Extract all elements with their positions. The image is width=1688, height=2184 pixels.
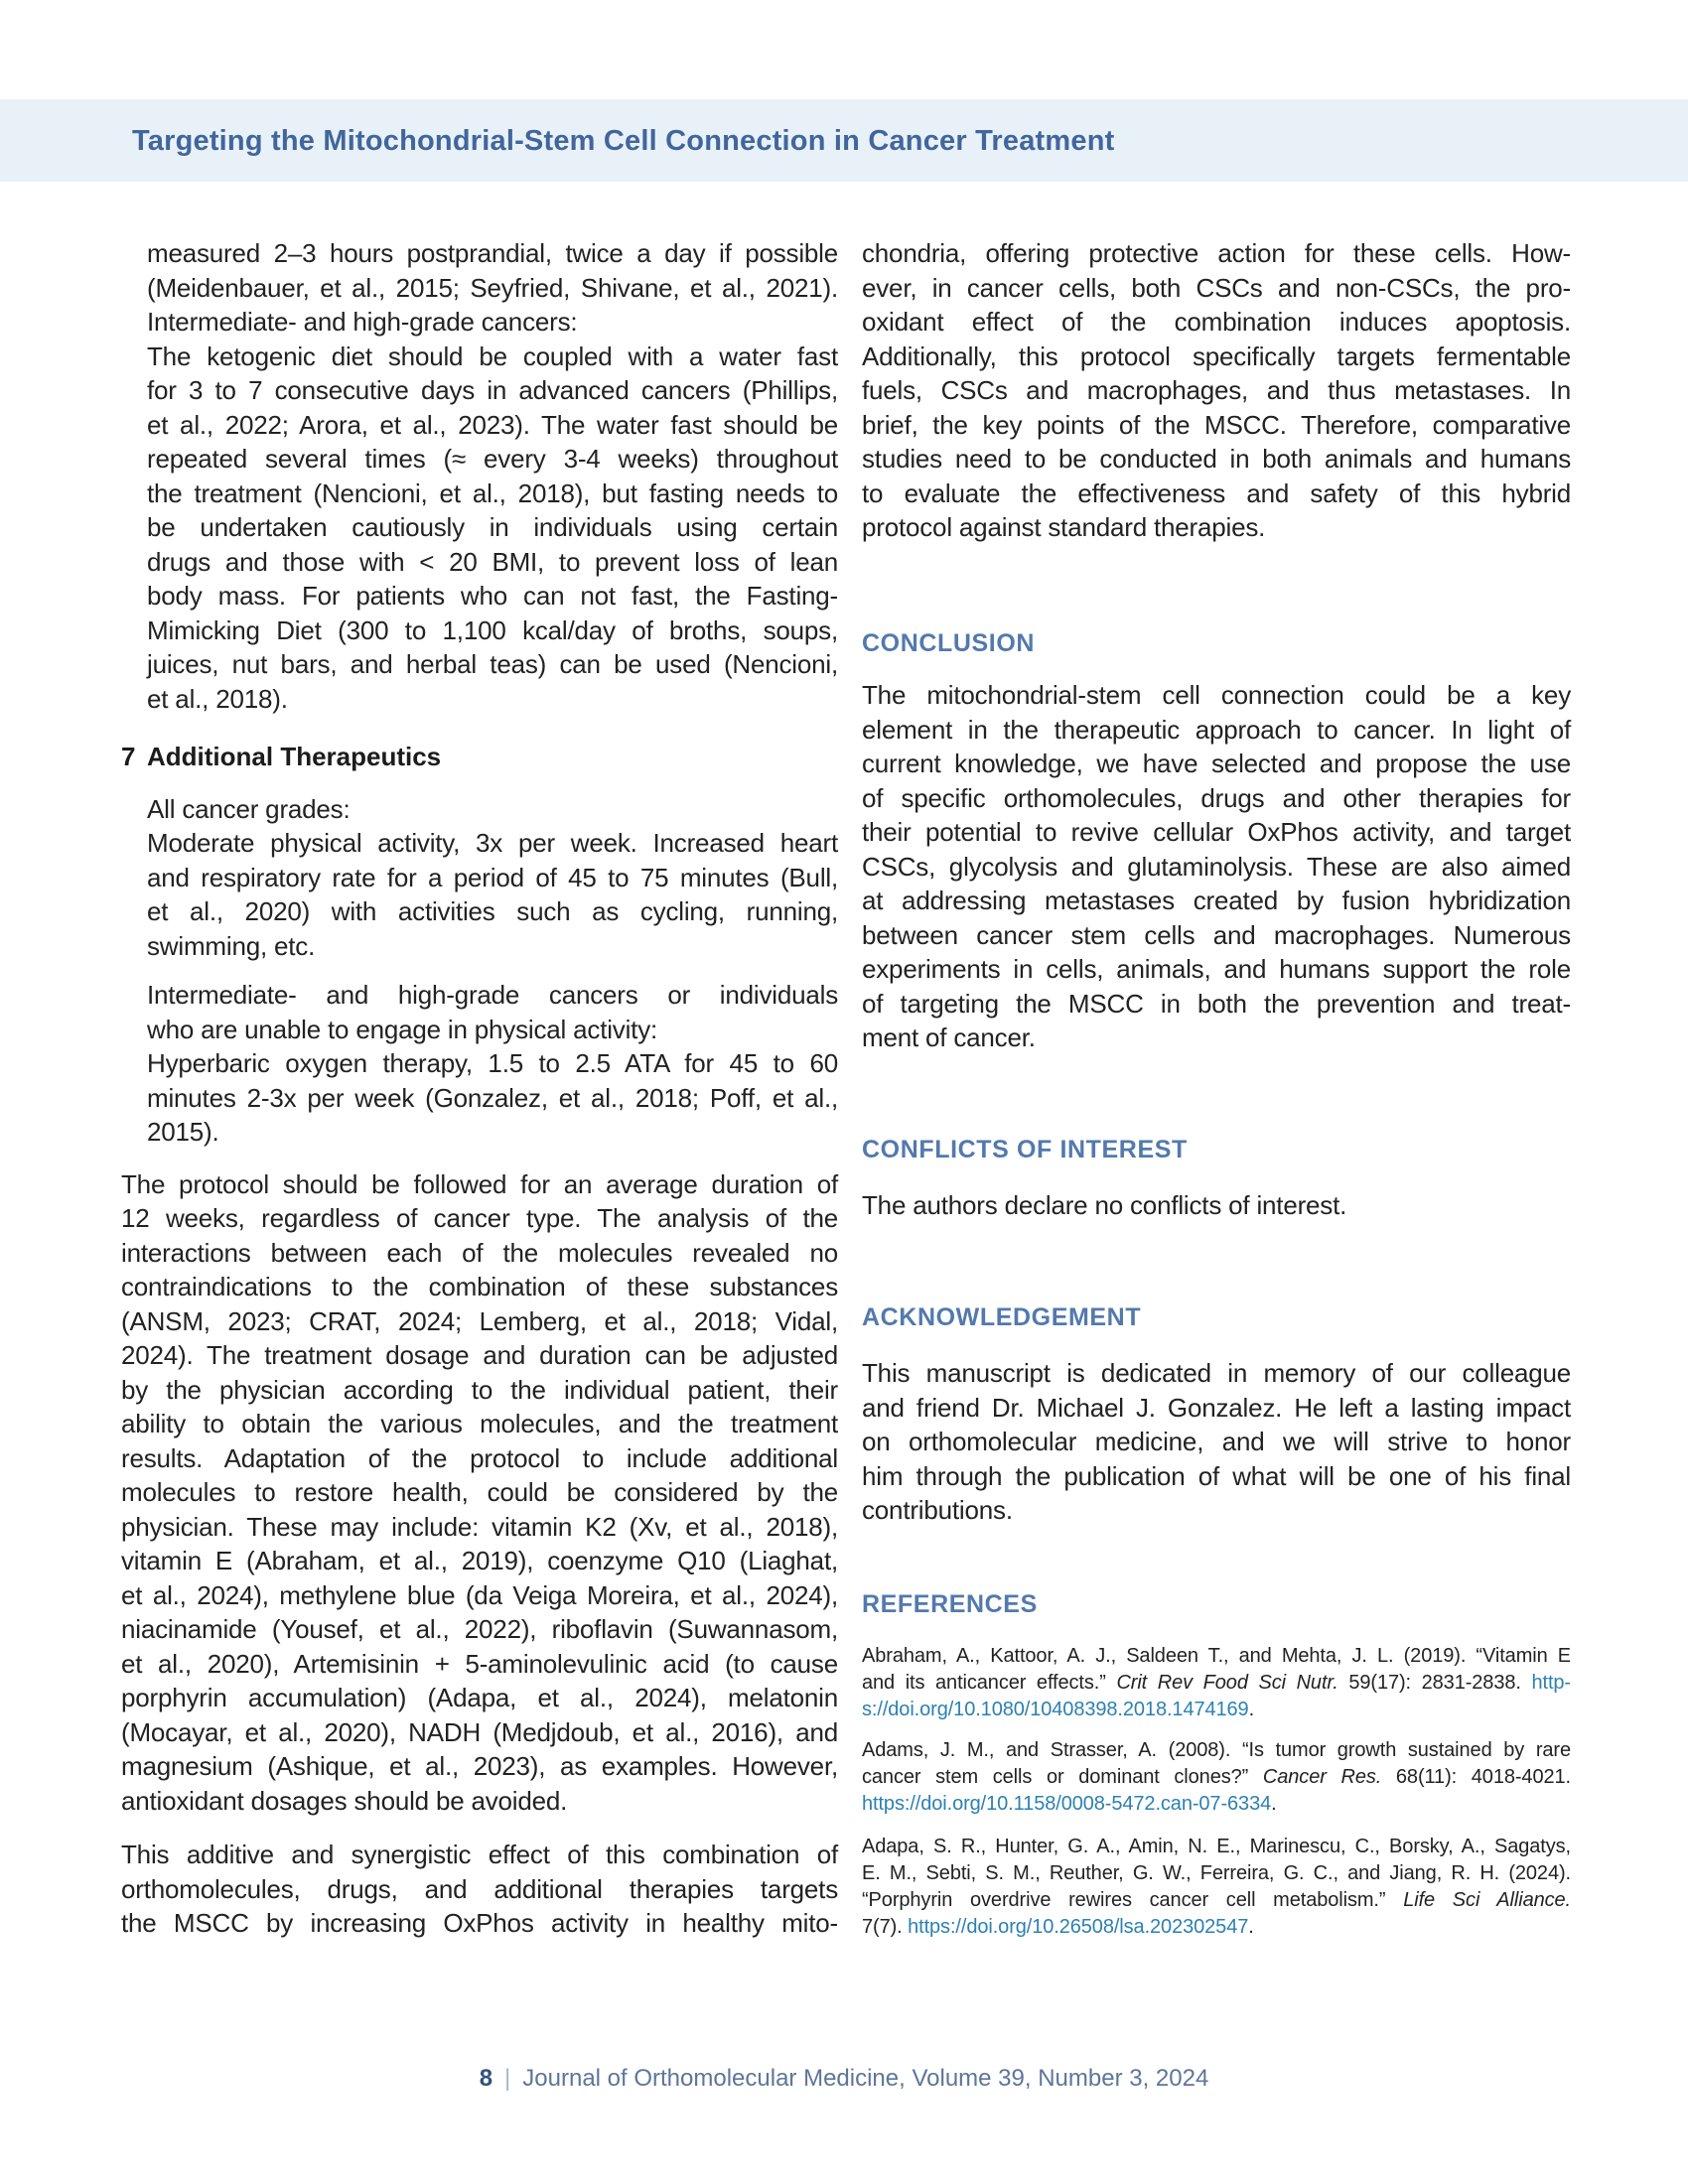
text-line <box>147 408 838 443</box>
text-segment: et al., 2020) with activities such as cycling, running, <box>147 896 838 926</box>
text-segment: The mitochondrial-stem cell connection could be a key <box>862 680 1571 710</box>
text-line <box>121 1167 838 1202</box>
text-line <box>862 1188 1571 1223</box>
text-segment: physician. These may include: vitamin K2 (Xv, et al., 2018), <box>121 1511 838 1542</box>
text-line <box>862 1643 1571 1670</box>
footer-divider: | <box>504 2065 511 2092</box>
text-line <box>862 1021 1571 1055</box>
text-line <box>147 861 838 895</box>
text-line <box>147 236 838 271</box>
text-line <box>862 987 1571 1022</box>
text-line <box>862 1697 1571 1723</box>
reference-entry <box>862 1834 1571 1941</box>
text-segment: This additive and synergistic effect of this combination of <box>121 1840 838 1869</box>
text-segment: the MSCC by increasing OxPhos activity in healthy mito- <box>121 1908 838 1938</box>
text-segment: be undertaken cautiously in individuals using certain <box>147 512 838 542</box>
text-line <box>862 1493 1571 1528</box>
text-line <box>147 442 838 477</box>
text-line <box>121 1236 838 1271</box>
text-segment: . <box>1248 1916 1254 1938</box>
text-line <box>862 1425 1571 1459</box>
left-column <box>121 236 838 1941</box>
paragraph <box>862 236 1571 545</box>
text-line <box>147 826 838 861</box>
text-line <box>862 781 1571 816</box>
text-line <box>147 545 838 580</box>
text-line <box>862 477 1571 511</box>
text-segment: The authors declare no conflicts of interest. <box>862 1190 1347 1220</box>
text-segment: 59(17): 2831-2838. <box>1337 1672 1532 1694</box>
journal-name-italic: Crit Rev Food Sci Nutr. <box>1116 1672 1338 1694</box>
text-segment: him through the publication of what will be one of his final <box>862 1460 1571 1491</box>
text-segment: . <box>1271 1793 1277 1815</box>
text-line <box>147 1046 838 1081</box>
text-segment: ability to obtain the various molecules, and the treatment <box>121 1409 838 1438</box>
text-segment: brief, the key points of the MSCC. Therefore, comparative <box>862 409 1571 440</box>
text-line <box>862 1887 1571 1914</box>
text-segment: “Porphyrin overdrive rewires cancer cell metabolism.” <box>862 1889 1404 1911</box>
doi-link[interactable]: http- <box>1531 1672 1571 1694</box>
text-segment: Adams, J. M., and Strasser, A. (2008). “Is tumor growth sustained by rare <box>862 1739 1571 1761</box>
text-segment: by the physician according to the individual patient, their <box>121 1374 838 1405</box>
text-line <box>862 747 1571 781</box>
text-segment: Abraham, A., Kattoor, A. J., Saldeen T., and Mehta, J. L. (2019). “Vitamin E <box>862 1645 1571 1667</box>
right-column <box>862 236 1571 1941</box>
text-segment: of targeting the MSCC in both the prevention and treat- <box>862 988 1571 1019</box>
section-heading: ACKNOWLEDGEMENT <box>862 1302 1142 1331</box>
text-segment: for 3 to 7 consecutive days in advanced cancers (Phillips, <box>147 375 838 405</box>
page-title: Targeting the Mitochondrial-Stem Cell Connection in Cancer Treatment <box>132 125 1115 157</box>
text-segment: minutes 2-3x per week (Gonzalez, et al., 2018; Poff, et al., <box>147 1082 838 1113</box>
text-line <box>862 1791 1571 1818</box>
text-line <box>147 271 838 306</box>
text-line <box>862 850 1571 885</box>
reference-entry <box>862 1643 1571 1723</box>
text-line <box>147 792 838 827</box>
text-segment: (Meidenbauer, et al., 2015; Seyfried, Shivane, et al., 2021). <box>147 272 838 303</box>
text-segment: interactions between each of the molecules revealed no <box>121 1237 838 1268</box>
text-segment: Moderate physical activity, 3x per week. Increased heart <box>147 828 838 858</box>
paragraph <box>121 978 838 1150</box>
text-segment: CSCs, glycolysis and glutaminolysis. These are also aimed <box>862 851 1571 882</box>
text-line <box>121 1647 838 1682</box>
text-line <box>147 647 838 682</box>
paragraph <box>121 1838 838 1941</box>
numbered-section-heading <box>121 740 838 774</box>
text-segment: (ANSM, 2023; CRAT, 2024; Lemberg, et al., 2018; Vidal, <box>121 1305 838 1336</box>
text-line <box>862 510 1571 545</box>
text-segment: . <box>1248 1699 1255 1720</box>
text-segment: 2015). <box>147 1117 219 1147</box>
text-line <box>147 579 838 614</box>
text-segment: and its anticancer effects.” <box>862 1672 1117 1694</box>
text-segment: on orthomolecular medicine, and we will strive to honor <box>862 1427 1571 1456</box>
text-segment: at addressing metastases created by fusion hybridization <box>862 886 1571 915</box>
text-line <box>862 1764 1571 1791</box>
text-segment: The ketogenic diet should be coupled with a water fast <box>147 341 838 371</box>
text-line <box>862 952 1571 987</box>
text-line <box>147 340 838 374</box>
text-segment: who are unable to engage in physical activity: <box>147 1014 658 1044</box>
footer <box>0 2063 1688 2095</box>
text-segment: current knowledge, we have selected and propose the use <box>862 749 1571 778</box>
text-segment: ment of cancer. <box>862 1023 1036 1052</box>
reference-entry <box>862 1737 1571 1818</box>
doi-link[interactable]: https://doi.org/10.1158/0008-5472.can-07-6334 <box>862 1793 1272 1815</box>
text-line <box>862 1834 1571 1860</box>
text-line <box>862 815 1571 850</box>
text-segment: et al., 2018). <box>147 683 288 714</box>
paragraph <box>121 792 838 964</box>
text-segment: orthomolecules, drugs, and additional therapies targets <box>121 1873 838 1904</box>
text-line <box>147 373 838 408</box>
text-segment: E. M., Sebti, S. M., Reuther, G. W., Ferreira, G. C., and Jiang, R. H. (2024). <box>862 1862 1571 1884</box>
text-segment: et al., 2022; Arora, et al., 2023). The water fast should be <box>147 409 838 440</box>
text-line <box>121 1407 838 1441</box>
text-line <box>862 918 1571 953</box>
text-segment: vitamin E (Abraham, et al., 2019), coenzyme Q10 (Liaghat, <box>121 1546 838 1575</box>
text-line <box>121 1578 838 1613</box>
page-number: 8 <box>479 2065 493 2092</box>
text-segment: magnesium (Ashique, et al., 2023), as examples. However, <box>121 1751 838 1781</box>
text-segment: and friend Dr. Michael J. Gonzalez. He left a lasting impact <box>862 1392 1571 1423</box>
text-line <box>121 1715 838 1750</box>
section-heading: CONFLICTS OF INTEREST <box>862 1135 1188 1163</box>
text-segment: porphyrin accumulation) (Adapa, et al., 2024), melatonin <box>121 1683 838 1712</box>
text-line <box>121 1441 838 1476</box>
text-line <box>862 271 1571 306</box>
text-segment: Additionally, this protocol specifically targets fermentable <box>862 341 1571 371</box>
text-segment: ever, in cancer cells, both CSCs and non-CSCs, the pro- <box>862 272 1571 303</box>
journal-name-italic: Cancer Res. <box>1262 1766 1382 1788</box>
text-line <box>147 1115 838 1150</box>
paragraph <box>862 1188 1571 1223</box>
text-line <box>121 1749 838 1784</box>
text-segment: molecules to restore health, could be considered by the <box>121 1477 838 1507</box>
text-segment: cancer stem cells or dominant clones?” <box>862 1766 1263 1788</box>
text-segment: This manuscript is dedicated in memory of our colleague <box>862 1358 1571 1388</box>
section-heading: REFERENCES <box>862 1589 1038 1618</box>
text-segment: results. Adaptation of the protocol to include additional <box>121 1442 838 1473</box>
text-line <box>862 1459 1571 1494</box>
text-segment: Intermediate- and high-grade cancers or individuals <box>147 980 838 1010</box>
text-line <box>862 884 1571 918</box>
section-title: Additional Therapeutics <box>147 742 442 771</box>
text-segment: protocol against standard therapies. <box>862 512 1266 542</box>
text-segment: Intermediate- and high-grade cancers: <box>147 307 578 337</box>
text-segment: measured 2–3 hours postprandial, twice a day if possible <box>147 238 838 268</box>
text-line <box>147 477 838 511</box>
journal-name-italic: Life Sci Alliance. <box>1403 1889 1571 1911</box>
text-line <box>121 1612 838 1647</box>
text-segment: repeated several times (≈ every 3-4 weeks) throughout <box>147 444 838 474</box>
section-number: 7 <box>121 742 136 771</box>
text-line <box>121 1304 838 1339</box>
text-line <box>121 1906 838 1941</box>
text-segment: niacinamide (Yousef, et al., 2022), riboflavin (Suwannasom, <box>121 1614 838 1644</box>
text-segment: 7(7). <box>862 1916 909 1938</box>
text-line <box>121 1872 838 1907</box>
text-line <box>862 408 1571 443</box>
text-segment: the treatment (Nencioni, et al., 2018), but fasting needs to <box>147 478 838 508</box>
text-segment: their potential to revive cellular OxPhos activity, and target <box>862 817 1571 847</box>
text-segment: and respiratory rate for a period of 45 to 75 minutes (Bull, <box>147 862 838 892</box>
text-segment: oxidant effect of the combination induces apoptosis. <box>862 307 1571 337</box>
text-line <box>862 305 1571 340</box>
text-segment: swimming, etc. <box>147 930 316 961</box>
journal-citation: Journal of Orthomolecular Medicine, Volume 39, Number 3, 2024 <box>522 2065 1209 2092</box>
doi-link[interactable]: https://doi.org/10.26508/lsa.202302547 <box>908 1916 1249 1938</box>
text-line <box>121 1373 838 1408</box>
text-segment: Adapa, S. R., Hunter, G. A., Amin, N. E., Marinescu, C., Borsky, A., Sagatys, <box>862 1836 1571 1857</box>
text-segment: body mass. For patients who can not fast, the Fasting- <box>147 581 838 611</box>
text-segment: contributions. <box>862 1495 1013 1525</box>
text-segment: juices, nut bars, and herbal teas) can be used (Nencioni, <box>147 649 838 679</box>
text-line <box>121 1201 838 1236</box>
text-line <box>147 510 838 545</box>
text-segment: of specific orthomolecules, drugs and other therapies for <box>862 782 1571 813</box>
text-line <box>147 614 838 648</box>
text-line <box>121 1338 838 1373</box>
text-line <box>862 1391 1571 1426</box>
text-line <box>862 1737 1571 1764</box>
text-line <box>147 1013 838 1047</box>
text-line <box>862 373 1571 408</box>
text-segment: to evaluate the effectiveness and safety of this hybrid <box>862 478 1571 508</box>
text-segment: 12 weeks, regardless of cancer type. The analysis of the <box>121 1203 838 1233</box>
text-line <box>121 1475 838 1510</box>
text-line <box>862 713 1571 748</box>
paragraph <box>862 1356 1571 1528</box>
text-segment: element in the therapeutic approach to cancer. In light of <box>862 714 1571 745</box>
text-line <box>121 1838 838 1872</box>
text-line <box>862 1914 1571 1941</box>
text-segment: contraindications to the combination of these substances <box>121 1272 838 1301</box>
text-segment: 2024). The treatment dosage and duration can be adjusted <box>121 1340 838 1370</box>
text-segment: between cancer stem cells and macrophages. Numerous <box>862 919 1571 950</box>
text-segment: fuels, CSCs and macrophages, and thus metastases. In <box>862 375 1571 405</box>
doi-link[interactable]: s://doi.org/10.1080/10408398.2018.1474169 <box>862 1699 1249 1720</box>
paragraph <box>121 236 838 716</box>
text-segment: The protocol should be followed for an average duration of <box>121 1168 838 1199</box>
text-segment: experiments in cells, animals, and humans support the role <box>862 954 1571 984</box>
text-line <box>862 1670 1571 1697</box>
text-line <box>862 236 1571 271</box>
paragraph <box>862 678 1571 1055</box>
text-line <box>147 305 838 340</box>
text-line <box>862 1356 1571 1391</box>
text-segment: (Mocayar, et al., 2020), NADH (Medjdoub, et al., 2016), and <box>121 1716 838 1747</box>
text-segment: Mimicking Diet (300 to 1,100 kcal/day of broths, soups, <box>147 614 838 645</box>
text-segment: antioxidant dosages should be avoided. <box>121 1785 568 1816</box>
text-line <box>862 442 1571 477</box>
text-segment: studies need to be conducted in both animals and humans <box>862 444 1571 474</box>
text-segment: et al., 2024), methylene blue (da Veiga Moreira, et al., 2024), <box>121 1579 838 1610</box>
text-line <box>147 978 838 1013</box>
text-line <box>121 1270 838 1304</box>
text-segment: 68(11): 4018-4021. <box>1381 1766 1571 1788</box>
text-line <box>862 1860 1571 1887</box>
text-line <box>121 1510 838 1545</box>
text-line <box>862 340 1571 374</box>
text-line <box>147 929 838 964</box>
text-line <box>147 894 838 929</box>
text-line <box>121 1784 838 1819</box>
section-heading: CONCLUSION <box>862 628 1036 657</box>
text-segment: drugs and those with < 20 BMI, to prevent loss of lean <box>147 546 838 577</box>
text-line <box>147 682 838 717</box>
text-segment: et al., 2020), Artemisinin + 5-aminolevulinic acid (to cause <box>121 1648 838 1679</box>
paragraph <box>121 1167 838 1819</box>
text-line <box>147 1081 838 1116</box>
text-line <box>862 678 1571 713</box>
text-line <box>121 1544 838 1578</box>
text-line <box>121 1681 838 1715</box>
text-segment: chondria, offering protective action for these cells. How- <box>862 238 1571 268</box>
text-segment: All cancer grades: <box>147 793 351 824</box>
text-segment: Hyperbaric oxygen therapy, 1.5 to 2.5 ATA for 45 to 60 <box>147 1048 838 1078</box>
